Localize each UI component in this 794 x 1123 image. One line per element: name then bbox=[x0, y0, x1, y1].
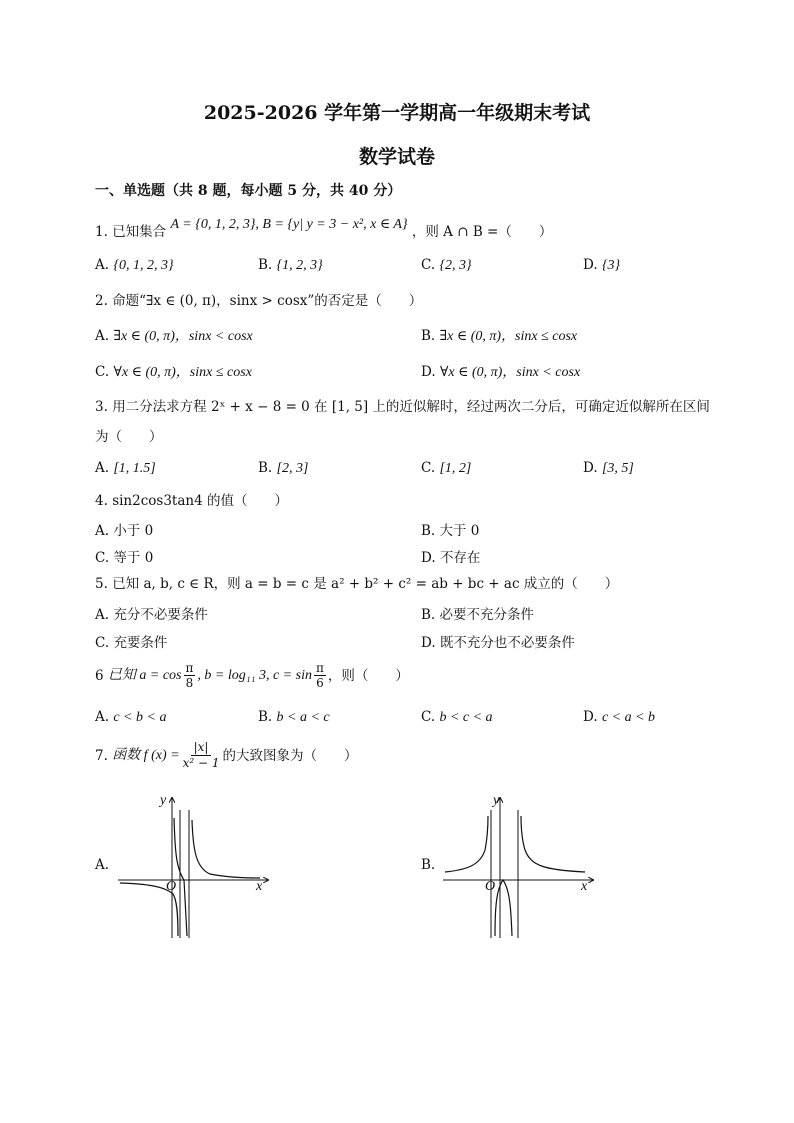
option-b[interactable] bbox=[421, 519, 479, 539]
origin-label: O bbox=[485, 879, 496, 894]
curve-branch bbox=[445, 816, 488, 872]
question-number: 7. bbox=[95, 747, 108, 764]
option-b[interactable] bbox=[421, 857, 435, 873]
option-text: 大于 0 bbox=[439, 523, 480, 539]
option-b[interactable] bbox=[258, 709, 330, 726]
option-text: [3, 5] bbox=[601, 461, 634, 476]
question-text: , b = log₁₁ 3, c = sin bbox=[197, 667, 312, 683]
option-letter: D. bbox=[583, 257, 598, 273]
option-a[interactable] bbox=[95, 709, 166, 726]
option-text: 必要不充分条件 bbox=[439, 607, 535, 623]
option-b[interactable] bbox=[258, 257, 323, 274]
option-letter: A. bbox=[95, 523, 110, 539]
option-b[interactable] bbox=[421, 603, 534, 623]
fraction-numerator: π bbox=[315, 661, 324, 675]
x-axis-label: x bbox=[256, 879, 263, 894]
option-letter: B. bbox=[421, 607, 436, 623]
option-letter: A. bbox=[95, 460, 110, 476]
option-text: 等于 0 bbox=[113, 550, 154, 566]
option-c[interactable] bbox=[95, 361, 252, 381]
option-letter: A. bbox=[95, 607, 110, 623]
option-letter: C. bbox=[421, 257, 436, 273]
option-letter: C. bbox=[421, 709, 436, 725]
question-number: 3. bbox=[95, 399, 108, 415]
question-text: sin2cos3tan4 的值（ ） bbox=[112, 493, 288, 509]
question-text: 函数 f (x) = bbox=[112, 747, 180, 763]
option-text: ∃x ∈ (0, π)，sinx < cosx bbox=[113, 329, 253, 344]
question-5 bbox=[95, 574, 618, 594]
option-letter: D. bbox=[583, 460, 598, 476]
option-letter: C. bbox=[95, 364, 110, 380]
question-text: 命题“∃x ∈ (0, π)，sinx > cosx”的否定是（ ） bbox=[112, 293, 423, 309]
option-letter: B. bbox=[258, 709, 273, 725]
fraction-numerator: π bbox=[185, 661, 194, 675]
graph-a[interactable] bbox=[110, 790, 280, 940]
option-letter: A. bbox=[95, 257, 110, 273]
question-2 bbox=[95, 291, 422, 311]
option-text: b < a < c bbox=[276, 710, 330, 725]
y-axis-label: y bbox=[160, 793, 167, 808]
question-3 bbox=[95, 397, 710, 417]
option-c[interactable] bbox=[421, 257, 472, 274]
option-letter: A. bbox=[95, 328, 110, 344]
fraction-denominator: 8 bbox=[185, 676, 194, 690]
option-text: {1, 2, 3} bbox=[276, 258, 323, 273]
page-subtitle: 数学试卷 bbox=[358, 146, 435, 168]
page-title: 2025-2026 学年第一学期高一年级期末考试 bbox=[203, 102, 591, 124]
question-math: A = {0, 1, 2, 3}, B = {y| y = 3 − x², x ∈ A} bbox=[170, 217, 408, 232]
question-number: 1. bbox=[95, 224, 108, 240]
question-6 bbox=[95, 661, 409, 690]
option-text: 小于 0 bbox=[113, 523, 154, 539]
option-text: c < b < a bbox=[113, 710, 167, 725]
option-text: {0, 1, 2, 3} bbox=[113, 258, 174, 273]
option-d[interactable] bbox=[421, 631, 575, 651]
option-text: {2, 3} bbox=[439, 258, 472, 273]
option-text: ∃x ∈ (0, π)，sinx ≤ cosx bbox=[439, 329, 578, 344]
option-a[interactable] bbox=[95, 519, 153, 539]
option-text: 充要条件 bbox=[113, 635, 168, 651]
option-text: 既不充分也不必要条件 bbox=[439, 635, 575, 651]
option-a[interactable] bbox=[95, 460, 156, 477]
question-text: ，则（ ） bbox=[327, 667, 409, 684]
option-b[interactable] bbox=[421, 325, 577, 345]
option-text: {3} bbox=[601, 258, 621, 273]
option-text: c < a < b bbox=[601, 710, 656, 725]
x-axis-label: x bbox=[581, 879, 588, 894]
question-4 bbox=[95, 491, 288, 511]
option-a[interactable] bbox=[95, 257, 174, 274]
option-text: ∀x ∈ (0, π)，sinx < cosx bbox=[439, 365, 581, 380]
question-number: 5. bbox=[95, 576, 108, 592]
option-d[interactable] bbox=[583, 709, 655, 726]
option-letter: D. bbox=[421, 364, 436, 380]
graph-b[interactable] bbox=[435, 790, 605, 940]
question-text: 的大致图象为（ ） bbox=[222, 747, 358, 764]
option-letter: B. bbox=[258, 257, 273, 273]
fraction-abs-x-over-x2-minus-1 bbox=[183, 740, 220, 771]
option-a[interactable] bbox=[95, 603, 208, 623]
question-1 bbox=[95, 217, 553, 243]
option-d[interactable] bbox=[583, 460, 634, 477]
option-a[interactable] bbox=[95, 325, 253, 345]
option-letter: D. bbox=[421, 550, 436, 566]
option-d[interactable] bbox=[421, 361, 580, 381]
option-letter: D. bbox=[583, 709, 598, 725]
origin-label: O bbox=[166, 879, 177, 894]
question-text: 已知 a = cos bbox=[107, 667, 182, 683]
section-heading: 一、单选题（共 8 题，每小题 5 分，共 40 分） bbox=[95, 183, 402, 199]
question-text-continued: 为（ ） bbox=[95, 429, 163, 445]
curve-branch bbox=[192, 820, 260, 878]
fraction-denominator: 6 bbox=[316, 676, 324, 690]
option-b[interactable] bbox=[258, 460, 308, 477]
option-text: 不存在 bbox=[439, 550, 481, 566]
question-number: 6 bbox=[95, 667, 104, 684]
option-text: [2, 3] bbox=[276, 461, 309, 476]
option-letter: C. bbox=[421, 460, 436, 476]
question-text: 已知 a, b, c ∈ R，则 a = b = c 是 a² + b² + c² = ab + bc + ac 成立的（ ） bbox=[112, 576, 619, 592]
option-text: [1, 2] bbox=[439, 461, 472, 476]
option-c[interactable] bbox=[421, 460, 471, 477]
fraction-denominator: x² − 1 bbox=[182, 756, 220, 770]
question-text: ，则 A ∩ B =（ ） bbox=[411, 224, 553, 240]
option-a[interactable] bbox=[95, 857, 109, 873]
question-7 bbox=[95, 740, 357, 771]
option-text: b < c < a bbox=[439, 710, 493, 725]
question-text: 已知集合 bbox=[112, 224, 167, 240]
option-d[interactable] bbox=[583, 257, 620, 274]
fraction-pi-over-6 bbox=[314, 661, 326, 690]
option-letter: B. bbox=[421, 523, 436, 539]
option-c[interactable] bbox=[95, 546, 153, 566]
option-letter: D. bbox=[421, 635, 436, 651]
option-c[interactable] bbox=[421, 709, 493, 726]
question-text: 用二分法求方程 2ˣ + x − 8 = 0 在 [1, 5] 上的近似解时，经过两次二分后，可确定近似解所在区间 bbox=[112, 399, 710, 415]
option-letter: C. bbox=[95, 635, 110, 651]
option-letter: B. bbox=[258, 460, 273, 476]
option-text: 充分不必要条件 bbox=[113, 607, 208, 623]
option-d[interactable] bbox=[421, 546, 480, 566]
question-number: 2. bbox=[95, 293, 108, 309]
fraction-pi-over-8 bbox=[184, 661, 196, 690]
option-letter: A. bbox=[95, 857, 110, 873]
option-text: [1, 1.5] bbox=[113, 461, 156, 476]
option-text: ∀x ∈ (0, π)，sinx ≤ cosx bbox=[113, 365, 252, 380]
fraction-numerator: |x| bbox=[191, 740, 212, 756]
curve-branch bbox=[521, 816, 585, 872]
option-letter: B. bbox=[421, 857, 436, 873]
option-letter: A. bbox=[95, 709, 110, 725]
question-number: 4. bbox=[95, 493, 108, 509]
curve-branch bbox=[495, 880, 512, 936]
option-c[interactable] bbox=[95, 631, 167, 651]
option-letter: B. bbox=[421, 328, 436, 344]
y-axis-label: y bbox=[493, 793, 500, 808]
option-letter: C. bbox=[95, 550, 110, 566]
